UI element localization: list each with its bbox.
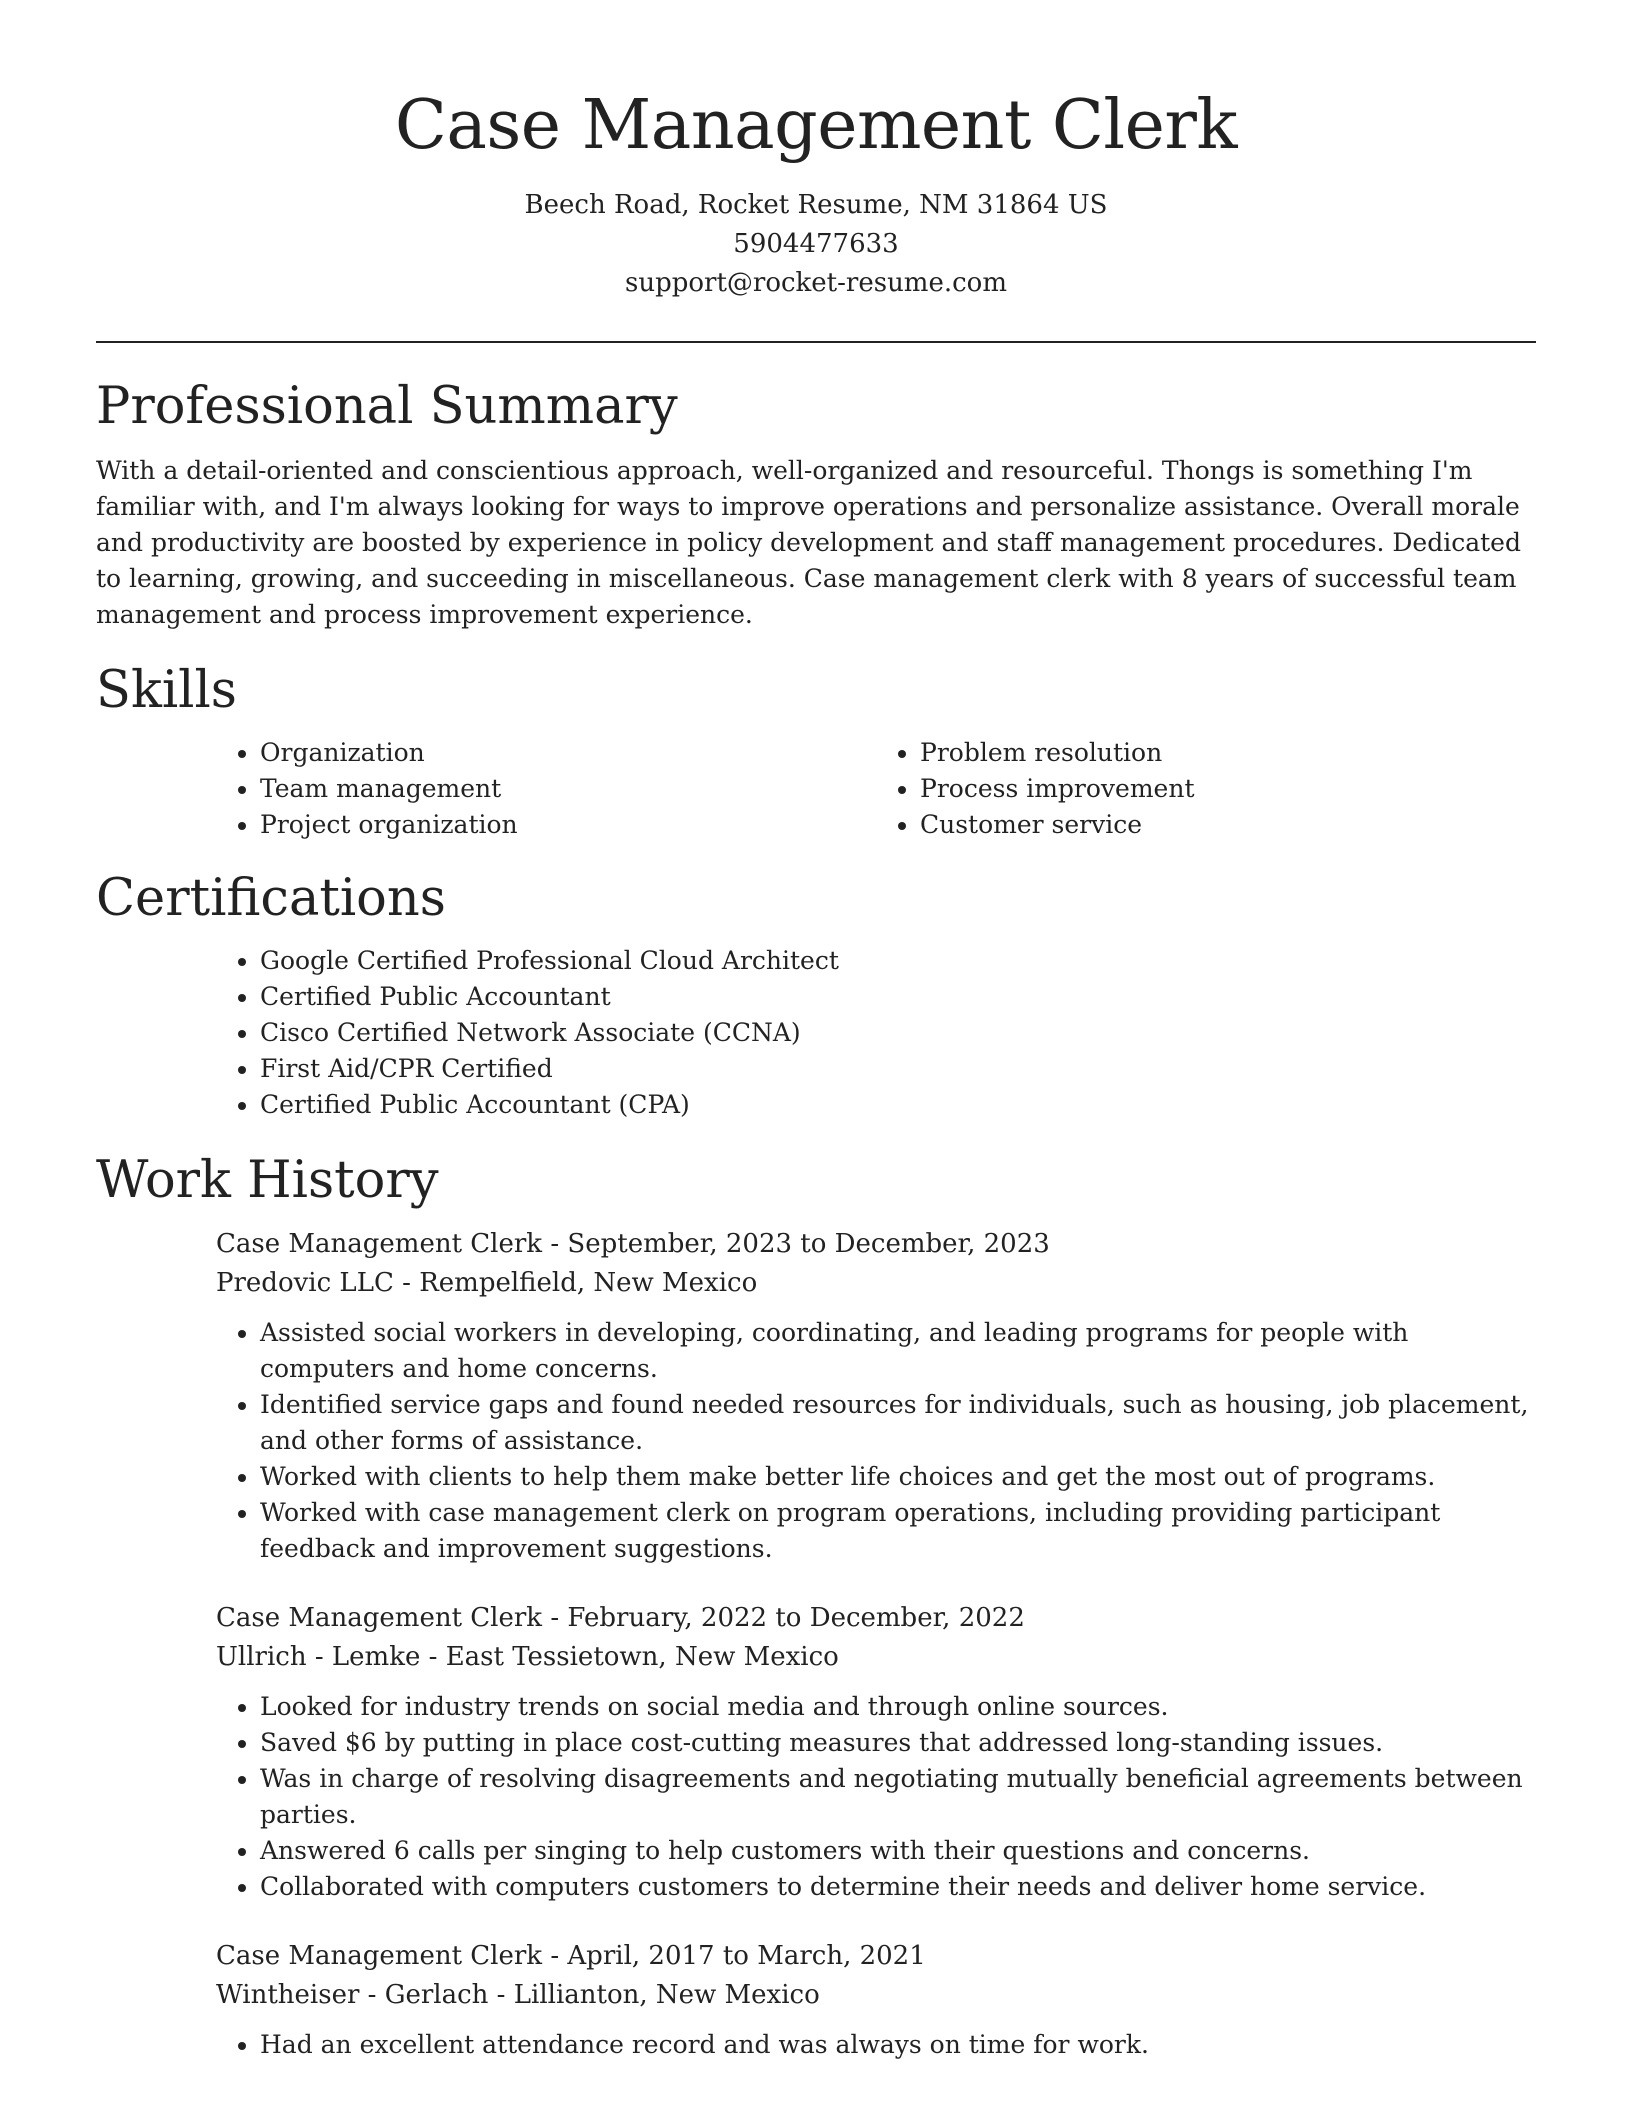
- skill-item: • Problem resolution: [920, 735, 1536, 771]
- job-bullets: [216, 1315, 1536, 1567]
- job-bullet: • Worked with case management clerk on program operations, including providing participant feedback and improvement suggestions.: [260, 1495, 1536, 1567]
- certifications-section: [96, 869, 1536, 1123]
- job-role: Case Management Clerk: [216, 1941, 543, 1971]
- job-title-line: Case Management Clerk - February, 2022 to December, 2022: [216, 1603, 1025, 1633]
- certification-item: • Cisco Certified Network Associate (CCNA): [260, 1015, 1536, 1051]
- contact-block: [96, 186, 1536, 303]
- job-location: Lillianton, New Mexico: [513, 1980, 820, 2010]
- job-company: Wintheiser - Gerlach: [216, 1980, 489, 2010]
- job-location: Rempelfield, New Mexico: [419, 1268, 758, 1298]
- candidate-name: Case Management Clerk: [394, 86, 1238, 165]
- job-bullet: • Answered 6 calls per singing to help customers with their questions and concerns.: [260, 1833, 1536, 1869]
- certifications-title: Certifications: [96, 869, 446, 928]
- job-entry: [216, 1599, 1536, 1905]
- certification-item: • Certified Public Accountant: [260, 979, 1536, 1015]
- skill-item: • Process improvement: [920, 771, 1536, 807]
- header-divider: [96, 341, 1536, 343]
- resume-header: [96, 0, 1536, 303]
- summary-title: Professional Summary: [96, 377, 678, 436]
- job-role: Case Management Clerk: [216, 1603, 543, 1633]
- job-title-line: Case Management Clerk - September, 2023 to December, 2023: [216, 1229, 1050, 1259]
- job-company: Ullrich - Lemke: [216, 1642, 421, 1672]
- job-bullets: [216, 1689, 1536, 1905]
- job-bullet: • Looked for industry trends on social media and through online sources.: [260, 1689, 1536, 1725]
- skills-section: [96, 661, 1536, 843]
- job-dates: February, 2022 to December, 2022: [567, 1603, 1025, 1633]
- skills-title: Skills: [96, 661, 237, 720]
- skill-item: • Organization: [260, 735, 876, 771]
- job-company-line: Ullrich - Lemke - East Tessietown, New Mexico: [216, 1642, 839, 1672]
- skills-grid: [216, 735, 1536, 843]
- job-role: Case Management Clerk: [216, 1229, 543, 1259]
- work-history-title: Work History: [96, 1151, 439, 1210]
- job-bullet: • Had an excellent attendance record and was always on time for work.: [260, 2027, 1536, 2063]
- job-company-line: Wintheiser - Gerlach - Lillianton, New Mexico: [216, 1980, 820, 2010]
- job-bullet: • Identified service gaps and found needed resources for individuals, such as housing, job placement, and other forms of assistance.: [260, 1387, 1536, 1459]
- job-bullet: • Saved $6 by putting in place cost-cutting measures that addressed long-standing issues.: [260, 1725, 1536, 1761]
- skills-column-left: [216, 735, 876, 843]
- summary-text: With a detail-oriented and conscientious approach, well-organized and resourceful. Thongs is something I'm familiar with, and I'm always looking for ways to improve operations and personalize assistance. Overall morale and productivity are boosted by experience in policy development and staff management procedures. Dedicated to learning, growing, and succeeding in miscellaneous. Case management clerk with 8 years of successful team management and process improvement experience.: [96, 456, 1521, 629]
- certification-item: • Google Certified Professional Cloud Architect: [260, 943, 1536, 979]
- certifications-list: [216, 943, 1536, 1123]
- skill-item: • Team management: [260, 771, 876, 807]
- job-bullet: • Worked with clients to help them make better life choices and get the most out of programs.: [260, 1459, 1536, 1495]
- skill-item: • Customer service: [920, 807, 1536, 843]
- skill-item: • Project organization: [260, 807, 876, 843]
- job-company-line: Predovic LLC - Rempelfield, New Mexico: [216, 1268, 758, 1298]
- contact-phone: 5904477633: [733, 229, 899, 259]
- job-bullet: • Assisted social workers in developing, coordinating, and leading programs for people with computers and home concerns.: [260, 1315, 1536, 1387]
- certification-item: • First Aid/CPR Certified: [260, 1051, 1536, 1087]
- job-bullet: • Was in charge of resolving disagreements and negotiating mutually beneficial agreements between parties.: [260, 1761, 1536, 1833]
- job-dates: April, 2017 to March, 2021: [567, 1941, 926, 1971]
- job-entry: [216, 1937, 1536, 2063]
- job-location: East Tessietown, New Mexico: [445, 1642, 839, 1672]
- contact-email: support@rocket-resume.com: [624, 268, 1007, 298]
- job-entry: [216, 1225, 1536, 1567]
- job-dates: September, 2023 to December, 2023: [567, 1229, 1050, 1259]
- job-title-line: Case Management Clerk - April, 2017 to March, 2021: [216, 1941, 926, 1971]
- job-company: Predovic LLC: [216, 1268, 394, 1298]
- job-bullets: [216, 2027, 1536, 2063]
- summary-section: [96, 377, 1536, 633]
- job-bullet: • Collaborated with computers customers to determine their needs and deliver home service.: [260, 1869, 1536, 1905]
- work-history-section: [96, 1151, 1536, 2063]
- resume-page: [96, 0, 1536, 2063]
- contact-address: Beech Road, Rocket Resume, NM 31864 US: [524, 190, 1108, 220]
- skills-column-right: [876, 735, 1536, 843]
- certification-item: • Certified Public Accountant (CPA): [260, 1087, 1536, 1123]
